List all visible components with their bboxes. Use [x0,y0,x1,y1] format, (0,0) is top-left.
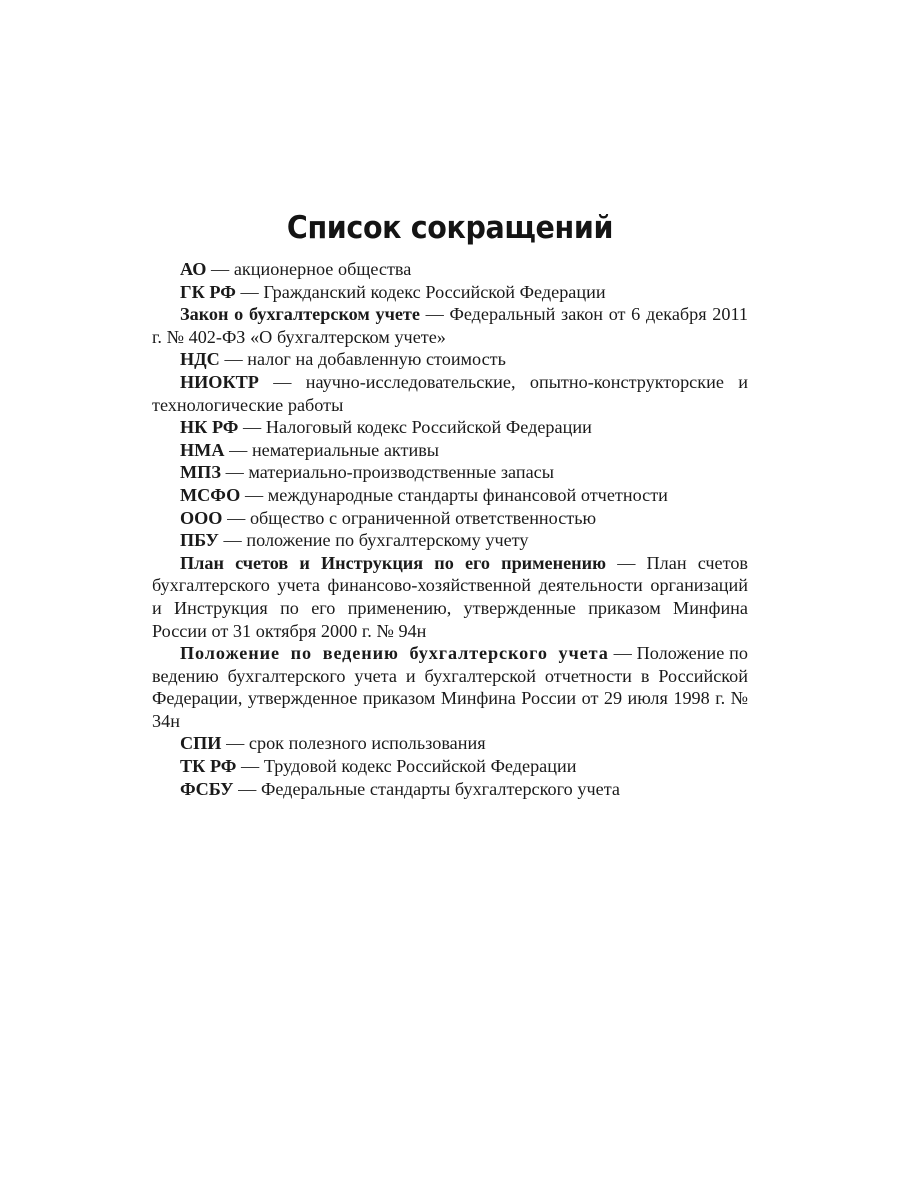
abbreviation-entry [152,348,748,371]
abbreviation-term: НМА [180,439,225,460]
abbreviation-definition: Федеральные стандарты бухгалтерского учета [260,778,620,799]
abbreviation-entry [152,258,748,281]
abbreviation-definition: научно-исследовательские, опытно-конструкторские и технологические работы [152,371,748,415]
abbreviation-entry [152,281,748,304]
abbreviation-term: ТК РФ [180,756,237,777]
abbreviation-entry [152,642,748,732]
abbreviation-term: МСФО [180,484,241,505]
abbreviation-entry [152,484,748,507]
abbreviation-term: ГК РФ [180,281,236,302]
abbreviation-entry [152,529,748,552]
abbreviation-dash: — [606,552,647,573]
abbreviation-entry [152,552,748,642]
abbreviation-definition: налог на добавленную стоимость [247,349,506,370]
abbreviation-term: Закон о бухгалтерском учете [180,304,420,325]
abbreviation-entry [152,303,748,348]
abbreviation-entry [152,371,748,416]
abbreviation-definition: материально-производственные запасы [248,462,554,483]
abbreviation-term: ФСБУ [180,778,234,799]
page-title: Список сокращений [286,209,614,246]
abbreviation-dash: — [219,349,248,370]
abbreviation-dash: — [236,756,264,777]
abbreviation-dash: — [218,530,247,551]
abbreviation-definition: положение по бухгалтерскому учету [246,530,529,551]
abbreviation-dash: — [235,281,264,302]
abbreviation-entry [152,755,748,778]
abbreviation-definition: Гражданский кодекс Российской Федерации [263,281,606,302]
abbreviation-dash: — [206,259,234,279]
abbreviation-definition: общество с ограниченной ответственностью [249,507,597,528]
abbreviation-dash: — [419,304,450,325]
abbreviation-dash: — [240,484,268,505]
abbreviation-term: ООО [180,507,223,528]
abbreviation-dash: — [258,371,306,392]
abbreviation-entry [152,439,748,462]
abbreviation-entry [152,507,748,530]
abbreviation-dash: — [221,733,249,754]
abbreviation-dash: — [224,439,252,460]
abbreviation-definition: акционерное общества [233,259,412,279]
abbreviation-definition: нематериальные активы [251,439,440,460]
abbreviation-term: АО [180,259,207,279]
abbreviation-dash: — [233,778,261,799]
abbreviation-term: СПИ [180,733,222,754]
abbreviation-definition: Положение по ведению бухгалтерского учета и бухгалтерской отчетности в Российской Федерации, утвержденное приказом Минфина России от 29 июля 1998 г. № 34н [152,643,748,731]
abbreviation-term: НК РФ [180,417,239,438]
abbreviation-definition: План счетов бухгалтерского учета финансово-хозяйственной деятельности организаций и Инструкция по его применению, утвержденные приказом Минфина России от 31 октября 2000 г. № 94н [152,552,749,641]
abbreviation-definition: международные стандарты финансовой отчетности [267,484,668,505]
abbreviation-entry [152,778,748,801]
abbreviation-entry [152,461,748,484]
abbreviation-dash: — [608,643,637,664]
abbreviation-term: План счетов и Инструкция по его применению [180,552,607,573]
abbreviation-definition: Налоговый кодекс Российской Федерации [265,417,592,438]
abbreviation-entry [152,416,748,439]
abbreviation-dash: — [220,462,249,483]
abbreviation-dash: — [238,417,266,438]
abbreviation-dash: — [222,507,250,528]
abbreviation-term: ПБУ [180,530,219,551]
abbreviation-definition: Трудовой кодекс Российской Федерации [263,756,577,777]
abbreviation-definition: Федеральный закон от 6 декабря 2011 г. № 402-ФЗ «О бухгалтерском учете» [152,304,748,347]
abbreviation-term: Положение по ведению бухгалтерского учета [180,643,609,664]
abbreviation-term: НДС [180,349,220,370]
abbreviation-entry [152,732,748,755]
abbreviation-term: МПЗ [180,462,221,483]
abbreviation-list [152,258,748,800]
abbreviation-definition: срок полезного использования [248,733,486,754]
abbreviation-term: НИОКТР [180,371,259,392]
